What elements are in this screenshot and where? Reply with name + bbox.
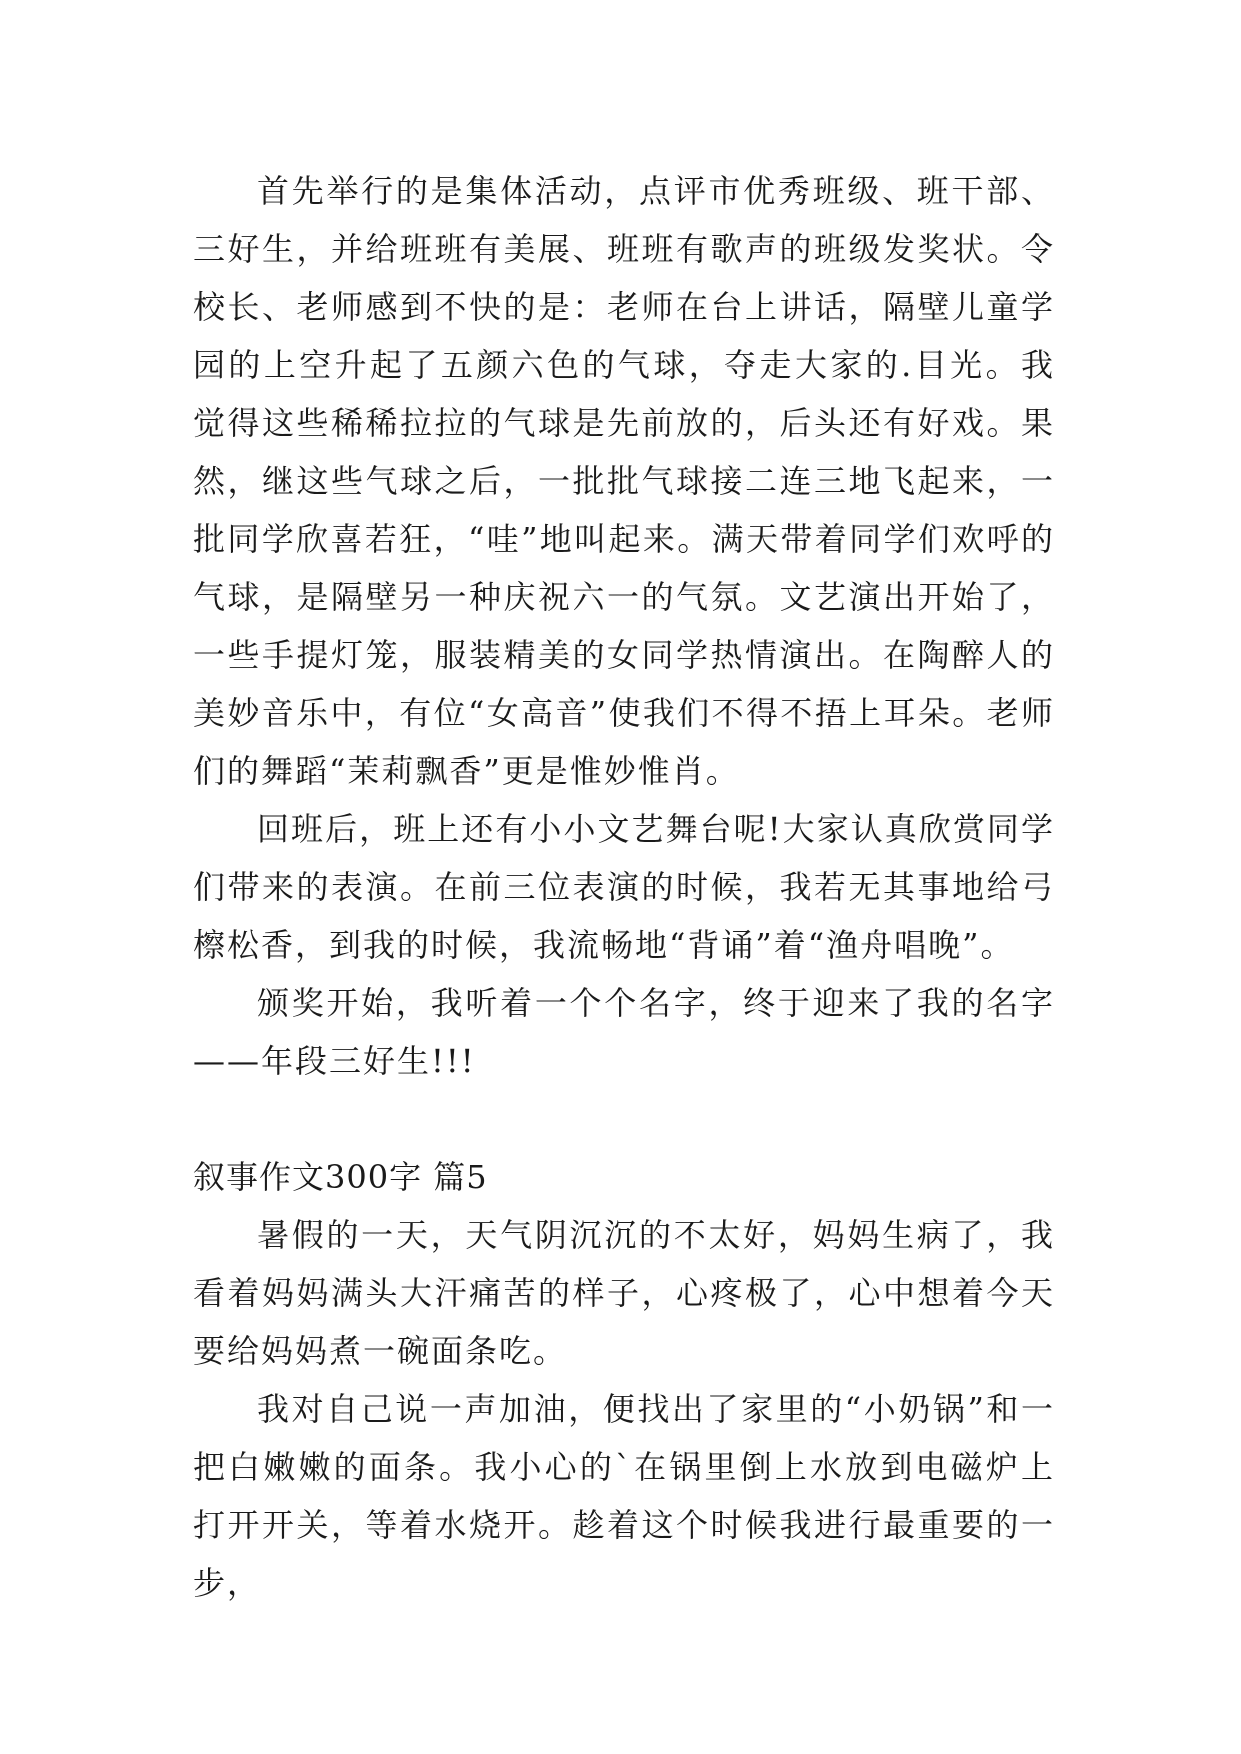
paragraph: 颁奖开始，我听着一个个名字，终于迎来了我的名字——年段三好生!!! — [193, 984, 1055, 1080]
document-page — [193, 162, 1055, 1612]
section-heading: 叙事作文300字 篇5 — [193, 1158, 488, 1196]
paragraph: 首先举行的是集体活动，点评市优秀班级、班干部、三好生，并给班班有美展、班班有歌声的班级发奖状。令校长、老师感到不快的是：老师在台上讲话，隔壁儿童学园的上空升起了五颜六色的气球，夺走大家的.目光。我觉得这些稀稀拉拉的气球是先前放的，后头还有好戏。果然，继这些气球之后，一批批气球接二连三地飞起来，一批同学欣喜若狂，“哇”地叫起来。满天带着同学们欢呼的气球，是隔壁另一种庆祝六一的气氛。文艺演出开始了，一些手提灯笼，服装精美的女同学热情演出。在陶醉人的美妙音乐中，有位“女高音”使我们不得不捂上耳朵。老师们的舞蹈“茉莉飘香”更是惟妙惟肖。 — [193, 172, 1055, 790]
paragraph: 我对自己说一声加油，便找出了家里的“小奶锅”和一把白嫩嫩的面条。我小心的`在锅里倒上水放到电磁炉上打开开关，等着水烧开。趁着这个时候我进行最重要的一步， — [193, 1390, 1055, 1602]
paragraph: 回班后，班上还有小小文艺舞台呢!大家认真欣赏同学们带来的表演。在前三位表演的时候，我若无其事地给弓檫松香，到我的时候，我流畅地“背诵”着“渔舟唱晚”。 — [193, 810, 1055, 964]
paragraph: 暑假的一天，天气阴沉沉的不太好，妈妈生病了，我看着妈妈满头大汗痛苦的样子，心疼极了，心中想着今天要给妈妈煮一碗面条吃。 — [193, 1216, 1055, 1370]
